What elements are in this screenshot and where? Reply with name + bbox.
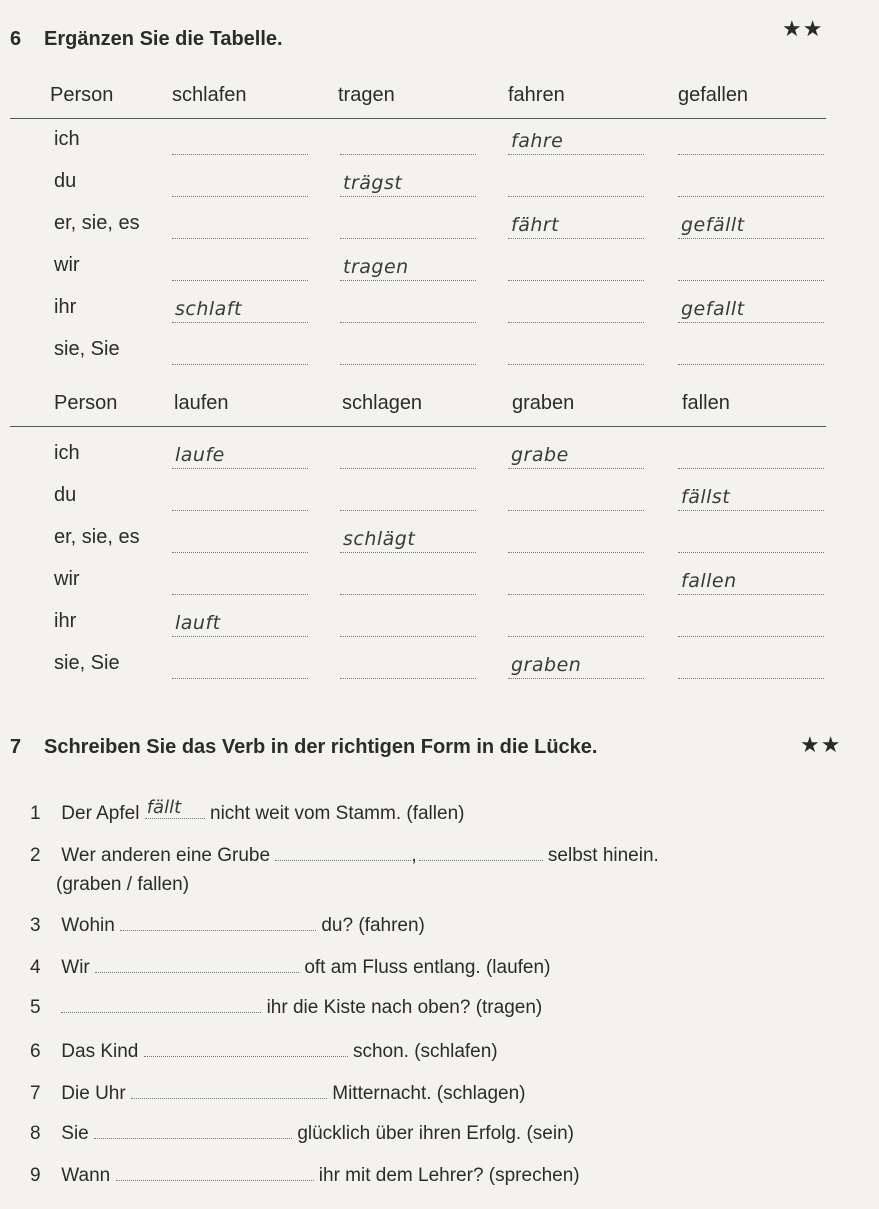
answer-cell[interactable] (678, 434, 824, 469)
answer-cell[interactable] (340, 518, 476, 553)
answer-blank[interactable] (419, 842, 543, 861)
sentence-5 (30, 994, 542, 1019)
answer-cell[interactable] (172, 644, 308, 679)
answer-blank[interactable] (131, 1080, 327, 1099)
handwritten-answer: fällt (146, 797, 182, 818)
handwritten-answer: fällst (681, 486, 731, 508)
sentence-7 (30, 1080, 526, 1105)
exercise-number: 6 (10, 28, 22, 50)
answer-cell[interactable] (340, 476, 476, 511)
handwritten-answer: gefallt (681, 298, 745, 320)
answer-cell[interactable] (678, 120, 824, 155)
person-pronoun: wir (54, 568, 80, 590)
handwritten-answer: graben (511, 654, 582, 676)
sentence-text: Wohin (61, 915, 115, 936)
answer-blank[interactable] (116, 1162, 314, 1181)
answer-cell[interactable] (172, 602, 308, 637)
answer-cell[interactable] (172, 330, 308, 365)
sentence-4 (30, 954, 550, 979)
answer-cell[interactable] (508, 204, 644, 239)
person-pronoun: sie, Sie (54, 652, 120, 674)
answer-cell[interactable] (172, 288, 308, 323)
sentence-2-hint: (graben / fallen) (56, 874, 190, 895)
person-pronoun: ihr (54, 296, 77, 318)
answer-cell[interactable] (508, 476, 644, 511)
sentence-text: Wer anderen eine Grube (61, 845, 271, 866)
person-pronoun: du (54, 484, 77, 506)
person-pronoun: er, sie, es (54, 212, 140, 234)
sentence-3 (30, 912, 425, 937)
answer-cell[interactable] (678, 162, 824, 197)
handwritten-answer: fallen (681, 570, 737, 592)
header-col2: tragen (338, 84, 395, 106)
header-col3: fahren (508, 84, 565, 106)
answer-cell[interactable] (508, 434, 644, 469)
answer-cell[interactable] (678, 476, 824, 511)
sentence-number: 8 (30, 1123, 41, 1144)
header-col4: fallen (682, 392, 730, 414)
sentence-number: 5 (30, 997, 41, 1018)
sentence-number: 9 (30, 1165, 41, 1186)
answer-cell[interactable] (340, 246, 476, 281)
handwritten-answer: schlaft (175, 298, 242, 320)
handwritten-answer: laufe (175, 444, 225, 466)
sentence-number: 2 (30, 845, 41, 866)
sentence-text: Wann (61, 1165, 111, 1186)
header-person: Person (50, 84, 114, 106)
sentence-text: glücklich über ihren Erfolg. (sein) (297, 1123, 574, 1144)
sentence-text: ihr die Kiste nach oben? (tragen) (266, 997, 543, 1018)
sentence-text: Wir (61, 957, 90, 978)
table-row (0, 518, 879, 558)
sentence-text: Das Kind (61, 1041, 139, 1062)
answer-cell[interactable] (508, 288, 644, 323)
handwritten-answer: schlägt (343, 528, 416, 550)
sentence-text: schon. (schlafen) (352, 1041, 498, 1062)
answer-cell[interactable] (508, 602, 644, 637)
table1-header (10, 78, 826, 119)
answer-cell[interactable] (678, 560, 824, 595)
table-row (0, 246, 879, 286)
answer-cell[interactable] (508, 330, 644, 365)
sentence-2 (30, 842, 659, 867)
exercise-title: Schreiben Sie das Verb in der richtigen Form in die Lücke. (44, 736, 598, 758)
answer-cell[interactable] (508, 644, 644, 679)
handwritten-answer: fahre (511, 130, 564, 152)
answer-blank[interactable] (94, 1120, 292, 1139)
answer-cell[interactable] (340, 204, 476, 239)
table-row (0, 476, 879, 516)
sentence-text: oft am Fluss entlang. (laufen) (304, 957, 551, 978)
answer-cell[interactable] (172, 120, 308, 155)
answer-blank[interactable] (120, 912, 316, 931)
answer-cell[interactable] (172, 434, 308, 469)
sentence-6 (30, 1038, 498, 1063)
answer-cell[interactable] (172, 560, 308, 595)
sentence-text: Sie (61, 1123, 89, 1144)
exercise-6-heading (10, 28, 283, 51)
answer-cell[interactable] (508, 246, 644, 281)
sentence-1 (30, 797, 465, 825)
answer-cell[interactable] (172, 476, 308, 511)
answer-cell[interactable] (678, 246, 824, 281)
sentence-number: 7 (30, 1083, 41, 1104)
sentence-text: Der Apfel (61, 803, 140, 824)
answer-cell[interactable] (678, 518, 824, 553)
table-row (0, 162, 879, 202)
answer-cell[interactable] (678, 288, 824, 323)
handwritten-answer: fährt (511, 214, 560, 236)
answer-cell[interactable] (340, 434, 476, 469)
answer-cell[interactable] (340, 120, 476, 155)
answer-blank[interactable] (144, 1038, 348, 1057)
sentence-number: 3 (30, 915, 41, 936)
answer-cell[interactable] (340, 162, 476, 197)
header-col4: gefallen (678, 84, 749, 106)
person-pronoun: wir (54, 254, 80, 276)
person-pronoun: er, sie, es (54, 526, 140, 548)
table-row (0, 560, 879, 600)
answer-cell[interactable] (678, 204, 824, 239)
answer-cell[interactable] (678, 602, 824, 637)
sentence-text: Mitternacht. (schlagen) (332, 1083, 526, 1104)
answer-cell[interactable] (340, 560, 476, 595)
exercise-title: Ergänzen Sie die Tabelle. (44, 28, 283, 50)
answer-cell[interactable] (508, 560, 644, 595)
sentence-number: 1 (30, 803, 41, 824)
header-col3: graben (512, 392, 575, 414)
sentence-text: du? (fahren) (321, 915, 425, 936)
header-col2: schlagen (342, 392, 423, 414)
table-row (0, 288, 879, 328)
person-pronoun: ihr (54, 610, 77, 632)
answer-cell[interactable] (172, 518, 308, 553)
difficulty-stars: ★★ (782, 16, 824, 41)
table-row (0, 602, 879, 642)
answer-cell[interactable] (172, 162, 308, 197)
table2-header (10, 386, 826, 427)
handwritten-answer: tragen (343, 256, 409, 278)
answer-cell[interactable] (678, 330, 824, 365)
answer-blank[interactable] (95, 954, 299, 973)
sentence-text: selbst hinein. (547, 845, 659, 866)
sentence-number: 6 (30, 1041, 41, 1062)
answer-cell[interactable] (340, 602, 476, 637)
person-pronoun: ich (54, 442, 80, 464)
answer-blank[interactable] (145, 797, 205, 819)
answer-cell[interactable] (172, 204, 308, 239)
exercise-7-heading (10, 736, 598, 759)
comma: , (411, 845, 417, 866)
answer-blank[interactable] (61, 994, 261, 1013)
table-row (0, 330, 879, 370)
header-col1: laufen (174, 392, 229, 414)
sentence-8 (30, 1120, 574, 1145)
table-row (0, 120, 879, 160)
header-person: Person (54, 392, 118, 414)
person-pronoun: du (54, 170, 77, 192)
answer-cell[interactable] (508, 162, 644, 197)
table-row (0, 644, 879, 684)
answer-cell[interactable] (508, 120, 644, 155)
handwritten-answer: gefällt (681, 214, 745, 236)
answer-cell[interactable] (172, 246, 308, 281)
answer-blank[interactable] (275, 842, 411, 861)
sentence-text: ihr mit dem Lehrer? (sprechen) (318, 1165, 580, 1186)
person-pronoun: ich (54, 128, 80, 150)
table-row (0, 204, 879, 244)
table-row (0, 434, 879, 474)
answer-cell[interactable] (340, 330, 476, 365)
person-pronoun: sie, Sie (54, 338, 120, 360)
answer-cell[interactable] (508, 518, 644, 553)
handwritten-answer: trägst (343, 172, 403, 194)
answer-cell[interactable] (678, 644, 824, 679)
handwritten-answer: grabe (511, 444, 569, 466)
answer-cell[interactable] (340, 644, 476, 679)
answer-cell[interactable] (340, 288, 476, 323)
handwritten-answer: lauft (175, 612, 221, 634)
sentence-text: Die Uhr (61, 1083, 126, 1104)
header-col1: schlafen (172, 84, 247, 106)
difficulty-stars: ★★ (800, 732, 842, 757)
sentence-text: nicht weit vom Stamm. (fallen) (210, 803, 465, 824)
exercise-number: 7 (10, 736, 22, 758)
sentence-number: 4 (30, 957, 41, 978)
sentence-9 (30, 1162, 580, 1187)
